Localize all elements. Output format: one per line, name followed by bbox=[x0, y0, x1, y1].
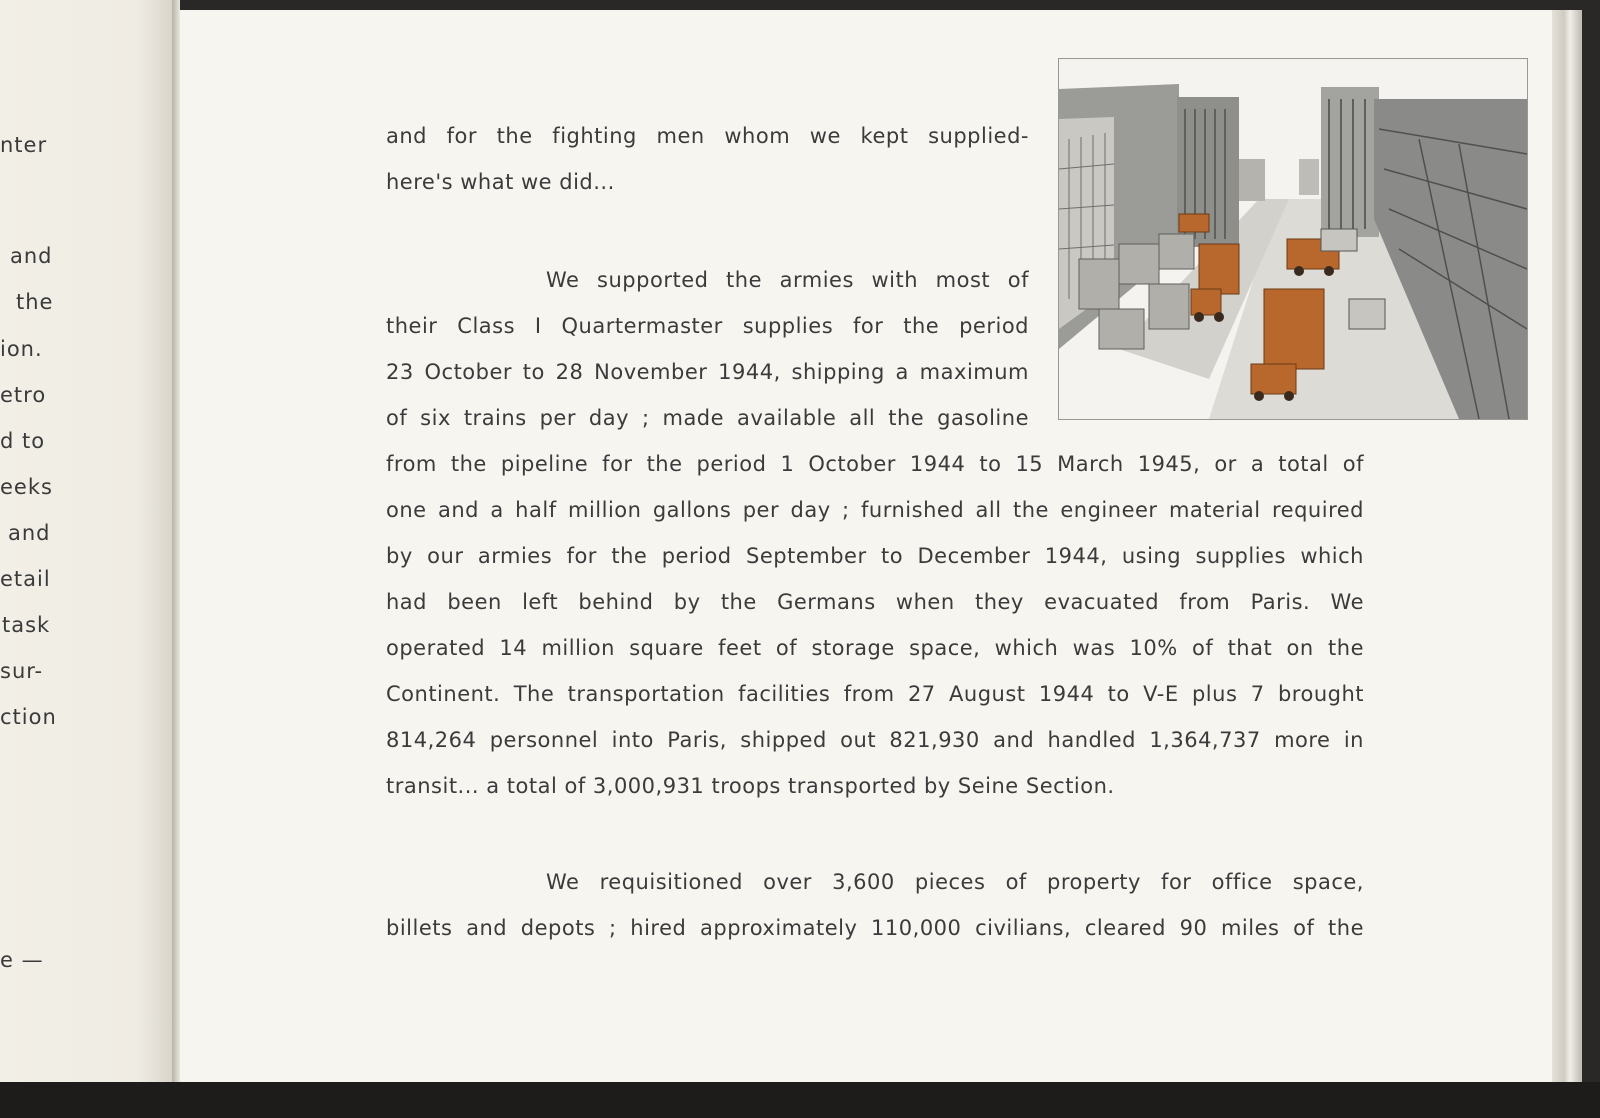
left-line: d to bbox=[0, 429, 46, 453]
left-line: sur- bbox=[0, 659, 44, 683]
left-line: etail bbox=[0, 567, 51, 591]
book-spine bbox=[172, 0, 180, 1082]
text-line: by our armies for the period September to December 1944, using supplies which bbox=[386, 544, 1364, 568]
text-line: transit... a total of 3,000,931 troops transported by Seine Section. bbox=[386, 774, 1115, 798]
left-line: the bbox=[16, 290, 54, 314]
text-line: Continent. The transportation facilities from 27 August 1944 to V-E plus 7 brought bbox=[386, 682, 1364, 706]
left-line: ion. bbox=[0, 337, 43, 361]
page-edge bbox=[1552, 10, 1582, 1082]
left-line: task bbox=[2, 613, 51, 637]
left-line: e — bbox=[0, 948, 44, 972]
text-line: one and a half million gallons per day ; furnished all the engineer material required bbox=[386, 498, 1364, 522]
text-line: and for the fighting men whom we kept supplied- bbox=[386, 124, 1029, 148]
text-line: here's what we did... bbox=[386, 170, 615, 194]
left-line: and bbox=[8, 521, 51, 545]
text-line: 23 October to 28 November 1944, shipping a maximum bbox=[386, 360, 1029, 384]
left-line: and bbox=[10, 244, 53, 268]
street-trucks-sketch-icon bbox=[1058, 58, 1528, 420]
left-line: etro bbox=[0, 383, 47, 407]
text-line: We requisitioned over 3,600 pieces of property for office space, bbox=[546, 870, 1364, 894]
bottom-shadow bbox=[0, 1082, 1600, 1118]
text-line: operated 14 million square feet of storage space, which was 10% of that on the bbox=[386, 636, 1364, 660]
text-line: of six trains per day ; made available all the gasoline bbox=[386, 406, 1029, 430]
text-line: We supported the armies with most of bbox=[546, 268, 1029, 292]
text-line: their Class I Quartermaster supplies for the period bbox=[386, 314, 1029, 338]
left-line: nter bbox=[0, 133, 48, 157]
text-line: billets and depots ; hired approximately 110,000 civilians, cleared 90 miles of the bbox=[386, 916, 1364, 940]
left-page-text bbox=[0, 0, 172, 1082]
left-line: ction bbox=[0, 705, 57, 729]
left-line: eeks bbox=[0, 475, 53, 499]
text-line: from the pipeline for the period 1 October 1944 to 15 March 1945, or a total of bbox=[386, 452, 1364, 476]
text-line: had been left behind by the Germans when they evacuated from Paris. We bbox=[386, 590, 1364, 614]
text-line: 814,264 personnel into Paris, shipped out 821,930 and handled 1,364,737 more in bbox=[386, 728, 1364, 752]
